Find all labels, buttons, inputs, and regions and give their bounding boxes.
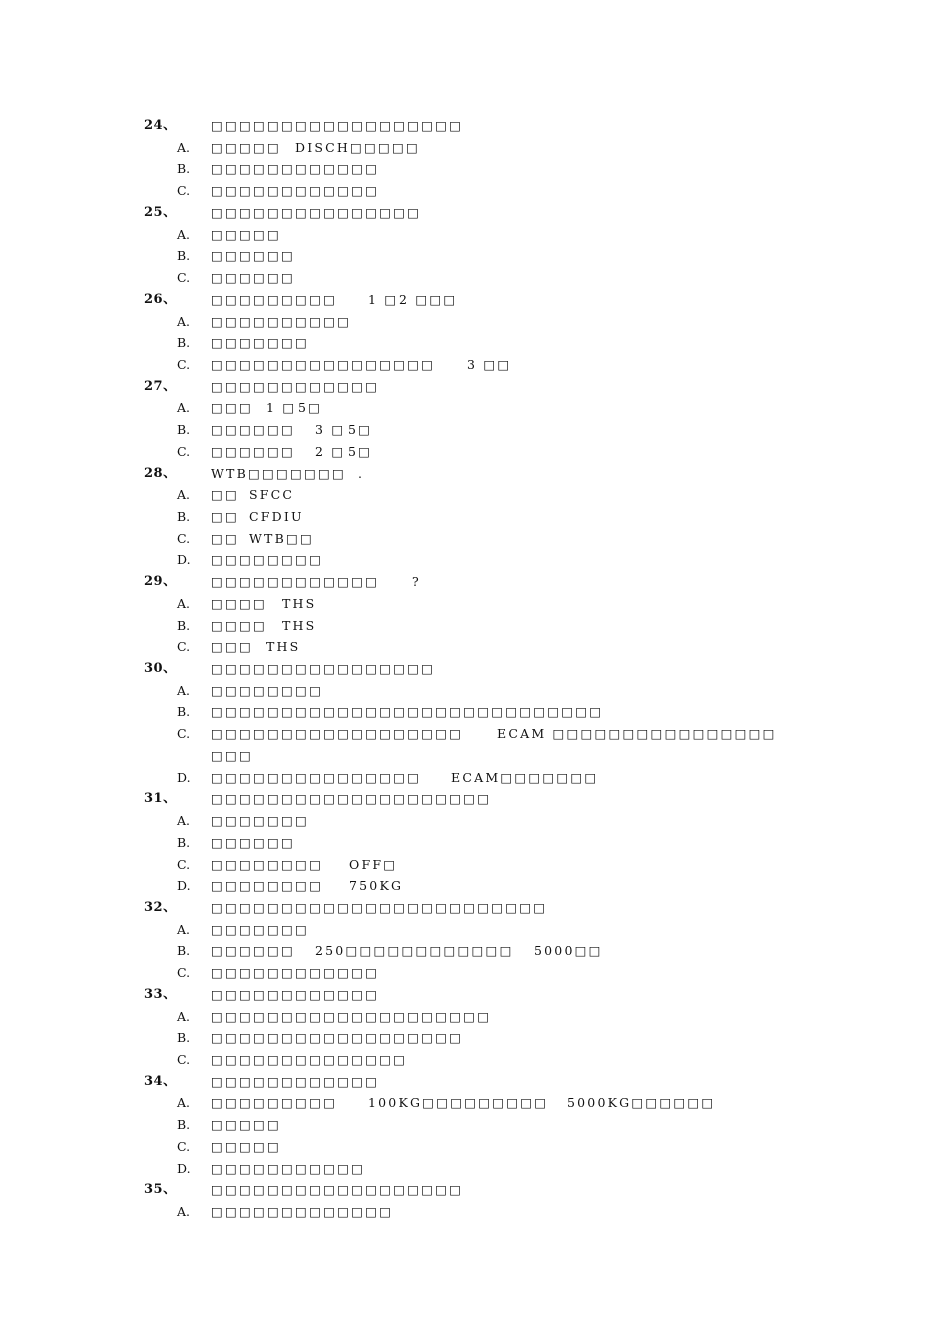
option-text: □□□□□□ bbox=[211, 943, 296, 959]
option-text: □□ bbox=[211, 487, 240, 503]
option-line bbox=[0, 484, 950, 506]
question-line bbox=[0, 788, 950, 810]
question-line bbox=[0, 289, 950, 311]
option-line bbox=[0, 854, 950, 876]
question-text: □□□□□□□□□□□□□□□□□□□□□□□□ bbox=[211, 899, 548, 915]
question-text: □□□□□□□□□□□□ bbox=[211, 1073, 380, 1089]
option-letter: A. bbox=[177, 1204, 191, 1219]
option-letter: C. bbox=[177, 639, 191, 655]
question-text: □□□□□□□□□□□□□□□ bbox=[211, 204, 422, 220]
option-text: □□ bbox=[211, 530, 240, 546]
option-text: □□□□□□□ bbox=[211, 921, 310, 937]
option-text: □□□□ bbox=[211, 617, 268, 633]
question-line bbox=[0, 984, 950, 1006]
option-text: □□ bbox=[211, 509, 240, 524]
option-line bbox=[0, 810, 950, 832]
option-line bbox=[0, 528, 950, 550]
question-number: 32、 bbox=[144, 899, 177, 915]
option-text: OFF□ bbox=[349, 856, 398, 872]
option-text: SFCC bbox=[249, 487, 295, 503]
option-letter: A. bbox=[177, 1008, 191, 1024]
option-line bbox=[0, 593, 950, 615]
option-text: 5□ bbox=[298, 400, 323, 416]
option-letter: C. bbox=[177, 183, 191, 199]
question-number: 31、 bbox=[144, 791, 177, 807]
option-letter: A. bbox=[177, 313, 191, 329]
option-letter: C. bbox=[177, 530, 191, 546]
option-text: □□□□□□□□□□□□□ bbox=[211, 1204, 394, 1219]
option-line bbox=[0, 549, 950, 571]
option-line bbox=[0, 615, 950, 637]
question-number: 28、 bbox=[144, 465, 177, 481]
option-line bbox=[0, 1158, 950, 1180]
option-text: □□□ bbox=[211, 747, 254, 763]
option-line bbox=[0, 636, 950, 658]
option-text: □□□□□□ bbox=[211, 443, 296, 459]
option-text: THS bbox=[266, 639, 301, 655]
option-letter: D. bbox=[177, 1160, 191, 1176]
option-letter: B. bbox=[177, 509, 191, 524]
option-text: □□□□□ bbox=[211, 1117, 282, 1133]
question-line bbox=[0, 1071, 950, 1093]
question-number: 24、 bbox=[144, 118, 177, 133]
option-text: 5000□□ bbox=[534, 943, 603, 959]
option-text: □□□□□□□□□□□□□□□□□□ bbox=[211, 726, 464, 742]
option-letter: A. bbox=[177, 487, 191, 503]
question-number: 30、 bbox=[144, 661, 177, 676]
option-line bbox=[0, 1006, 950, 1028]
option-line bbox=[0, 1049, 950, 1071]
question-text: □□□□□□□□□□□□□□□□□□ bbox=[211, 1182, 464, 1198]
option-text: □□□□□□□□□□ bbox=[211, 313, 352, 329]
option-line bbox=[0, 875, 950, 897]
option-text: □□□□□ bbox=[211, 1138, 282, 1154]
option-text: 5000KG□□□□□□ bbox=[567, 1095, 716, 1111]
question-number: 27、 bbox=[144, 378, 177, 394]
option-letter: A. bbox=[177, 921, 191, 937]
question-text: . bbox=[358, 465, 365, 481]
question-number: 29、 bbox=[144, 574, 177, 590]
option-line bbox=[0, 919, 950, 941]
option-line bbox=[0, 1201, 950, 1223]
question-number: 25、 bbox=[144, 204, 177, 220]
option-letter: C. bbox=[177, 443, 191, 459]
option-letter: A. bbox=[177, 813, 191, 828]
option-letter: A. bbox=[177, 595, 191, 611]
option-line bbox=[0, 419, 950, 441]
option-text: □□□□□□□□□□□□ bbox=[211, 965, 380, 981]
question-line bbox=[0, 658, 950, 680]
option-text: □□□□□□□□ bbox=[211, 856, 324, 872]
option-text: □□□□□□ bbox=[211, 422, 296, 438]
continuation-line bbox=[0, 745, 950, 767]
option-line bbox=[0, 137, 950, 159]
option-text: □□□□□ bbox=[211, 226, 282, 242]
option-letter: C. bbox=[177, 965, 191, 981]
option-text: □□□□□□□□□□□□□□□□□□ bbox=[211, 1030, 464, 1046]
question-text: □□□□□□□□□□□□ bbox=[211, 574, 380, 590]
option-text: DISCH□□□□□ bbox=[295, 139, 421, 155]
question-number: 26、 bbox=[144, 291, 177, 307]
option-line bbox=[0, 1136, 950, 1158]
option-line bbox=[0, 767, 950, 789]
option-line bbox=[0, 180, 950, 202]
option-text: □□□□□□□□ bbox=[211, 682, 324, 698]
option-line bbox=[0, 441, 950, 463]
option-text: ECAM □□□□□□□□□□□□□□□□ bbox=[497, 726, 777, 742]
option-line bbox=[0, 332, 950, 354]
option-text: □□□□□□□□□□□□□□□□□□□□ bbox=[211, 1008, 492, 1024]
option-letter: B. bbox=[177, 943, 191, 959]
option-text: ECAM□□□□□□□ bbox=[451, 769, 599, 785]
option-text: 3 □□ bbox=[467, 356, 512, 372]
option-text: □□□□□ bbox=[211, 139, 282, 155]
option-text: □□□□□□□□ bbox=[211, 878, 324, 894]
option-line bbox=[0, 1027, 950, 1049]
option-text: CFDIU bbox=[249, 509, 304, 524]
option-letter: C. bbox=[177, 1138, 191, 1154]
option-letter: A. bbox=[177, 682, 191, 698]
option-line bbox=[0, 354, 950, 376]
option-letter: B. bbox=[177, 335, 191, 351]
question-line bbox=[0, 202, 950, 224]
option-text: □□□□□□ bbox=[211, 248, 296, 264]
option-letter: D. bbox=[177, 878, 191, 894]
option-letter: A. bbox=[177, 1095, 191, 1111]
question-number: 35、 bbox=[144, 1182, 177, 1198]
option-line bbox=[0, 962, 950, 984]
question-text: ? bbox=[412, 574, 421, 590]
option-letter: A. bbox=[177, 139, 191, 155]
option-text: 1 □ bbox=[266, 400, 297, 416]
option-line bbox=[0, 1114, 950, 1136]
question-line bbox=[0, 897, 950, 919]
option-text: □□□□□□□ bbox=[211, 813, 310, 828]
option-line bbox=[0, 224, 950, 246]
option-letter: C. bbox=[177, 726, 191, 742]
option-text: 2 □ bbox=[315, 443, 346, 459]
option-letter: B. bbox=[177, 161, 191, 177]
option-letter: B. bbox=[177, 1030, 191, 1046]
option-text: □□□ bbox=[211, 639, 254, 655]
option-letter: B. bbox=[177, 248, 191, 264]
question-line bbox=[0, 376, 950, 398]
option-letter: B. bbox=[177, 422, 191, 438]
question-text: 1 □ bbox=[368, 291, 399, 307]
option-line bbox=[0, 506, 950, 528]
option-line bbox=[0, 940, 950, 962]
option-text: □□□□□□□ bbox=[211, 335, 310, 351]
question-text: 2 □□□ bbox=[399, 291, 458, 307]
option-line bbox=[0, 158, 950, 180]
question-text: □□□□□□□□□□□□□□□□ bbox=[211, 661, 436, 676]
question-line bbox=[0, 115, 950, 137]
question-line bbox=[0, 463, 950, 485]
question-line bbox=[0, 571, 950, 593]
option-line bbox=[0, 267, 950, 289]
option-text: □□□□□□□□□□□□□□□ bbox=[211, 769, 422, 785]
option-text: □□□□□□□□□□□ bbox=[211, 1160, 366, 1176]
option-text: 250□□□□□□□□□□□□ bbox=[315, 943, 514, 959]
option-text: 100KG□□□□□□□□□ bbox=[368, 1095, 549, 1111]
option-line bbox=[0, 245, 950, 267]
option-text: □□□□□□□□□□□□□□□□□□□□□□□□□□□□ bbox=[211, 704, 604, 720]
option-letter: C. bbox=[177, 856, 191, 872]
option-text: □□□□□□ bbox=[211, 270, 296, 285]
option-line bbox=[0, 397, 950, 419]
option-line bbox=[0, 1092, 950, 1114]
option-line bbox=[0, 680, 950, 702]
question-text: □□□□□□□□□□□□□□□□□□ bbox=[211, 118, 464, 133]
option-letter: A. bbox=[177, 226, 191, 242]
question-text: □□□□□□□□□□□□ bbox=[211, 378, 380, 394]
option-text: □□□□□□□□□□□□□□□□ bbox=[211, 356, 436, 372]
option-letter: C. bbox=[177, 270, 191, 285]
option-text: THS bbox=[282, 617, 317, 633]
option-letter: D. bbox=[177, 769, 191, 785]
question-text: □□□□□□□□□□□□ bbox=[211, 986, 380, 1002]
option-letter: B. bbox=[177, 704, 191, 720]
option-text: □□□□□□ bbox=[211, 834, 296, 850]
question-text: □□□□□□□□□□□□□□□□□□□□ bbox=[211, 791, 492, 807]
option-text: THS bbox=[282, 595, 317, 611]
question-line bbox=[0, 1179, 950, 1201]
question-text: WTB□□□□□□□ bbox=[211, 465, 347, 481]
option-text: □□□□□□□□□□□□ bbox=[211, 161, 380, 177]
option-letter: B. bbox=[177, 1117, 191, 1133]
question-number: 33、 bbox=[144, 986, 177, 1002]
question-text: □□□□□□□□□ bbox=[211, 291, 338, 307]
option-line bbox=[0, 832, 950, 854]
option-letter: B. bbox=[177, 834, 191, 850]
option-line bbox=[0, 701, 950, 723]
option-text: □□□□ bbox=[211, 595, 268, 611]
option-text: WTB□□ bbox=[249, 530, 314, 546]
option-letter: D. bbox=[177, 552, 191, 568]
option-letter: C. bbox=[177, 356, 191, 372]
option-text: 3 □ bbox=[315, 422, 346, 438]
option-text: 750KG bbox=[349, 878, 404, 894]
option-text: 5□ bbox=[348, 422, 373, 438]
option-text: □□□□□□□□ bbox=[211, 552, 324, 568]
option-line bbox=[0, 311, 950, 333]
option-text: □□□□□□□□□□□□ bbox=[211, 183, 380, 199]
option-text: 5□ bbox=[348, 443, 373, 459]
option-text: □□□ bbox=[211, 400, 254, 416]
option-text: □□□□□□□□□ bbox=[211, 1095, 338, 1111]
option-letter: A. bbox=[177, 400, 191, 416]
option-letter: C. bbox=[177, 1052, 191, 1067]
option-letter: B. bbox=[177, 617, 191, 633]
question-number: 34、 bbox=[144, 1073, 177, 1089]
option-text: □□□□□□□□□□□□□□ bbox=[211, 1052, 408, 1067]
option-line bbox=[0, 723, 950, 745]
